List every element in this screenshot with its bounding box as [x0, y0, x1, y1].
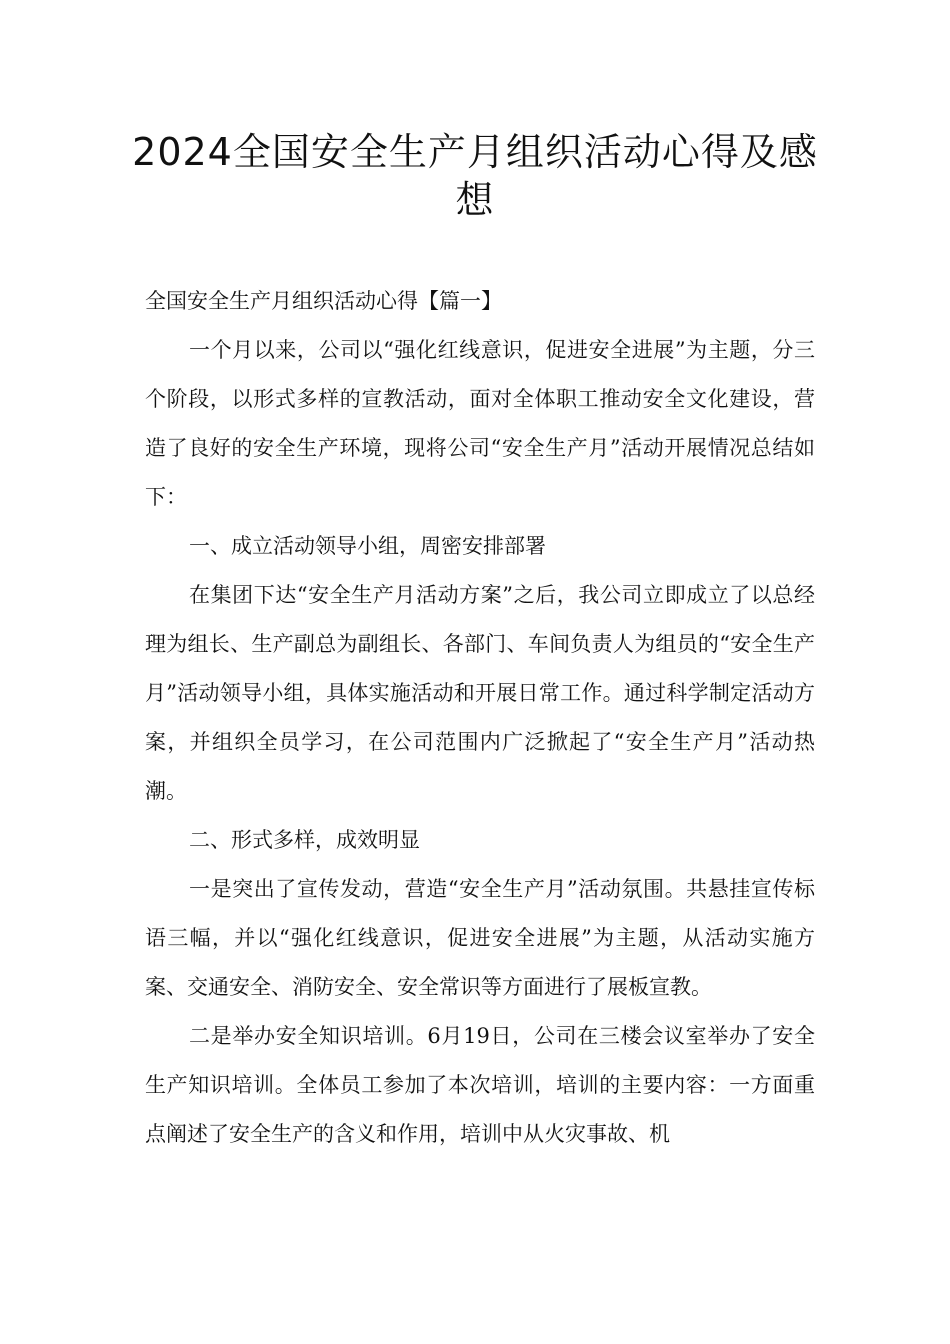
paragraph-intro: 一个月以来，公司以“强化红线意识，促进安全进展”为主题，分三个阶段，以形式多样的宣教活动，面对全体职工推动安全文化建设，营造了良好的安全生产环境，现将公司“安全生产月”活动开展情况总结如下：: [145, 338, 815, 509]
document-body: [145, 277, 815, 1159]
paragraph-heading-one: 一、成立活动领导小组，周密安排部署: [189, 534, 546, 558]
section-heading-part-one: 全国安全生产月组织活动心得【篇一】: [145, 289, 502, 313]
document-title: 2024全国安全生产月组织活动心得及感想: [132, 130, 818, 222]
paragraph-publicity: 一是突出了宣传发动，营造“安全生产月”活动氛围。共悬挂宣传标语三幅，并以“强化红线意识，促进安全进展”为主题，从活动实施方案、交通安全、消防安全、安全常识等方面进行了展板宣教。: [145, 877, 815, 999]
paragraph-training: 二是举办安全知识培训。6月19日，公司在三楼会议室举办了安全生产知识培训。全体员工参加了本次培训，培训的主要内容：一方面重点阐述了安全生产的含义和作用，培训中从火灾事故、机: [145, 1024, 815, 1146]
paragraph-heading-two: 二、形式多样，成效明显: [189, 828, 420, 852]
paragraph-leadership-group: 在集团下达“安全生产月活动方案”之后，我公司立即成立了以总经理为组长、生产副总为副组长、各部门、车间负责人为组员的“安全生产月”活动领导小组，具体实施活动和开展日常工作。通过科学制定活动方案，并组织全员学习，在公司范围内广泛掀起了“安全生产月”活动热潮。: [145, 583, 815, 803]
